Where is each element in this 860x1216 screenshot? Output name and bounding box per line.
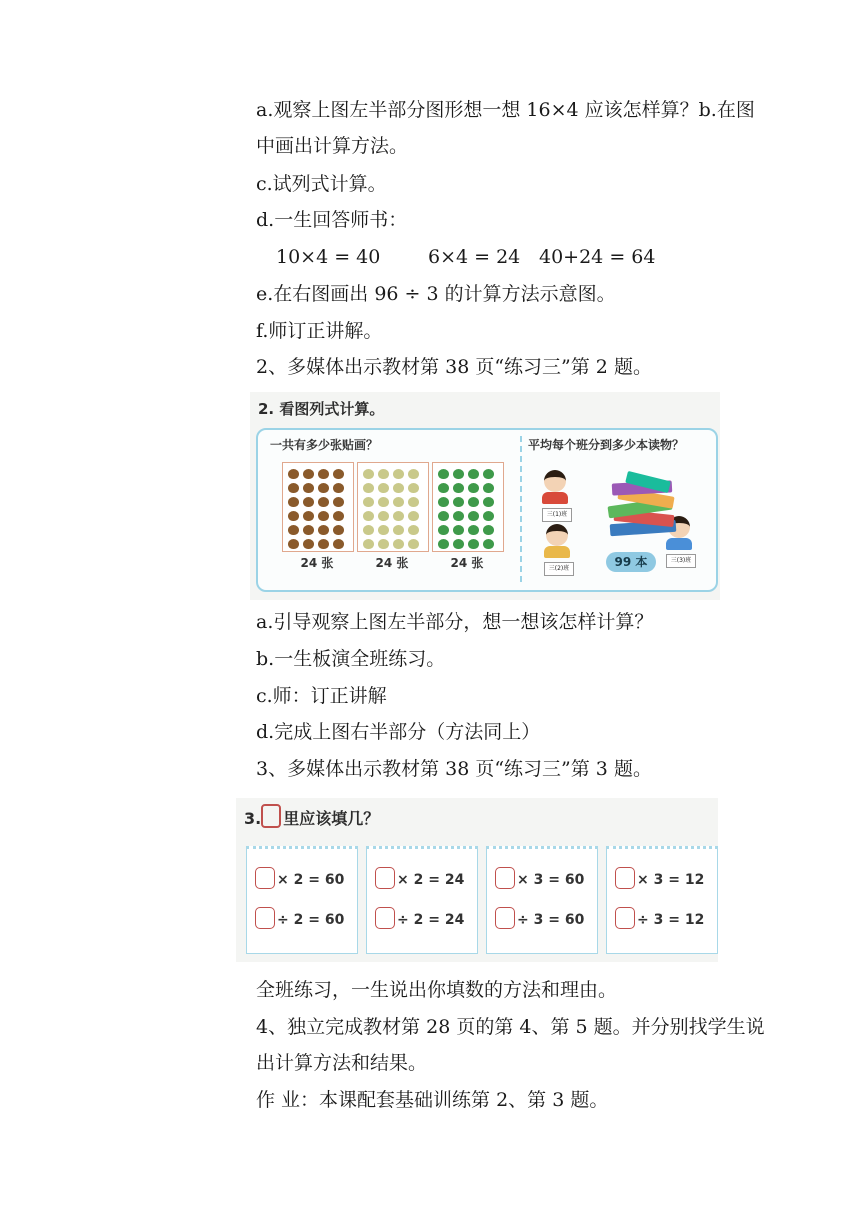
sticker-icon	[453, 511, 464, 521]
sticker-icon	[408, 483, 419, 493]
text-line: e.在右图画出 96 ÷ 3 的计算方法示意图。	[256, 283, 616, 305]
sticker-icon	[333, 469, 344, 479]
sticker-grid	[438, 469, 498, 552]
sticker-icon	[303, 497, 314, 507]
sticker-icon	[483, 469, 494, 479]
text-line: 中画出计算方法。	[256, 135, 409, 157]
equation-text: × 3 = 60	[517, 872, 585, 888]
sticker-icon	[408, 469, 419, 479]
sticker-icon	[453, 525, 464, 535]
equation-row	[495, 907, 584, 929]
sticker-box	[282, 462, 354, 552]
sticker-icon	[483, 525, 494, 535]
books-illustration	[520, 430, 716, 590]
equation-row	[615, 867, 704, 889]
sticker-icon	[303, 539, 314, 549]
exercise-2-figure	[250, 392, 720, 600]
sticker-icon	[333, 539, 344, 549]
answer-blank	[495, 907, 515, 929]
sticker-icon	[378, 483, 389, 493]
student-head	[546, 524, 568, 546]
class-sign: 三(2)班	[544, 562, 574, 576]
text-line: d.完成上图右半部分（方法同上）	[256, 721, 541, 743]
sticker-icon	[333, 497, 344, 507]
equation-card	[486, 846, 598, 954]
sticker-icon	[483, 483, 494, 493]
class-sign: 三(3)班	[666, 554, 696, 568]
answer-blank	[375, 867, 395, 889]
text-line: c.试列式计算。	[256, 173, 387, 195]
sticker-icon	[318, 497, 329, 507]
exercise-number: 3.	[244, 809, 262, 828]
equation-row	[255, 867, 344, 889]
sticker-icon	[453, 483, 464, 493]
sticker-icon	[288, 469, 299, 479]
figure-title: 2. 看图列式计算。	[258, 400, 385, 418]
sticker-icon	[318, 525, 329, 535]
sticker-grid	[288, 469, 348, 552]
sticker-icon	[363, 511, 374, 521]
sticker-icon	[393, 539, 404, 549]
sticker-icon	[333, 525, 344, 535]
book-stack	[606, 476, 684, 536]
equation-card	[606, 846, 718, 954]
sticker-icon	[303, 525, 314, 535]
right-question: 平均每个班分到多少本读物？	[528, 438, 685, 452]
answer-blank	[255, 867, 275, 889]
left-question: 一共有多少张贴画？	[270, 438, 379, 452]
answer-blank	[375, 907, 395, 929]
sticker-icon	[408, 511, 419, 521]
text-line: 出计算方法和结果。	[256, 1052, 428, 1074]
sticker-icon	[363, 469, 374, 479]
sticker-icon	[288, 525, 299, 535]
equation: 10×4 = 40	[276, 246, 381, 268]
sticker-box	[357, 462, 429, 552]
sticker-icon	[468, 539, 479, 549]
equation-row	[255, 907, 344, 929]
sticker-icon	[288, 483, 299, 493]
sticker-icon	[483, 539, 494, 549]
sticker-box	[432, 462, 504, 552]
sticker-count: 24 张	[375, 556, 409, 570]
sticker-icon	[288, 497, 299, 507]
student-body	[544, 546, 570, 558]
equation-row	[615, 907, 704, 929]
sticker-icon	[438, 469, 449, 479]
equation-card	[366, 846, 478, 954]
equation-row	[495, 867, 584, 889]
sticker-icon	[288, 511, 299, 521]
equation-text: × 2 = 60	[277, 872, 345, 888]
sticker-count: 24 张	[300, 556, 334, 570]
equation-card	[246, 846, 358, 954]
class-sign: 三(1)班	[542, 508, 572, 522]
equation-text: ÷ 2 = 60	[277, 912, 345, 928]
equation: 6×4 = 24	[428, 246, 521, 268]
sticker-icon	[468, 483, 479, 493]
sticker-icon	[438, 539, 449, 549]
figure-panel	[256, 428, 718, 592]
sticker-icon	[318, 483, 329, 493]
answer-blank	[615, 867, 635, 889]
sticker-icon	[468, 497, 479, 507]
sticker-icon	[393, 497, 404, 507]
student-figure	[546, 524, 570, 558]
answer-blank	[495, 867, 515, 889]
equation-text: ÷ 2 = 24	[397, 912, 465, 928]
text-line: a.引导观察上图左半部分，想一想该怎样计算？	[256, 611, 654, 633]
sticker-grid	[363, 469, 423, 552]
text-line: f.师订正讲解。	[256, 320, 383, 342]
sticker-icon	[333, 511, 344, 521]
sticker-icon	[453, 539, 464, 549]
sticker-icon	[378, 511, 389, 521]
sticker-icon	[468, 525, 479, 535]
sticker-icon	[408, 539, 419, 549]
student-body	[666, 538, 692, 550]
text-line: 2、多媒体出示教材第 38 页“练习三”第 2 题。	[256, 356, 652, 378]
sticker-icon	[483, 511, 494, 521]
answer-blank	[615, 907, 635, 929]
sticker-icon	[483, 497, 494, 507]
text-line: 4、独立完成教材第 28 页的第 4、第 5 题。并分别找学生说	[256, 1016, 765, 1038]
sticker-icon	[393, 483, 404, 493]
exercise-3-figure	[236, 798, 718, 962]
sticker-icon	[468, 469, 479, 479]
sticker-icon	[438, 497, 449, 507]
sticker-icon	[468, 511, 479, 521]
sticker-icon	[438, 525, 449, 535]
text-line: b.一生板演全班练习。	[256, 648, 446, 670]
sticker-icon	[363, 539, 374, 549]
text-line: 全班练习，一生说出你填数的方法和理由。	[256, 979, 618, 1001]
equation-text: ÷ 3 = 60	[517, 912, 585, 928]
student-figure	[544, 470, 568, 504]
equation-row	[375, 867, 464, 889]
sticker-icon	[318, 539, 329, 549]
sticker-icon	[318, 511, 329, 521]
text-line: c.师：订正讲解	[256, 685, 387, 707]
sticker-icon	[438, 483, 449, 493]
equation: 40+24 = 64	[539, 246, 656, 268]
sticker-icon	[363, 483, 374, 493]
sticker-icon	[453, 469, 464, 479]
blank-box-icon	[261, 804, 281, 828]
equation-text: × 2 = 24	[397, 872, 465, 888]
sticker-count: 24 张	[450, 556, 484, 570]
sticker-icon	[303, 483, 314, 493]
student-body	[542, 492, 568, 504]
book-count-badge: 99 本	[606, 552, 656, 572]
sticker-icon	[378, 469, 389, 479]
sticker-icon	[363, 525, 374, 535]
answer-blank	[255, 907, 275, 929]
sticker-icon	[303, 511, 314, 521]
text-line: a.观察上图左半部分图形想一想 16×4 应该怎样算？b.在图	[256, 99, 755, 121]
text-line: d.一生回答师书：	[256, 209, 408, 231]
sticker-icon	[378, 539, 389, 549]
text-line: 3、多媒体出示教材第 38 页“练习三”第 3 题。	[256, 758, 652, 780]
student-head	[544, 470, 566, 492]
sticker-icon	[333, 483, 344, 493]
sticker-icon	[438, 511, 449, 521]
sticker-icon	[408, 497, 419, 507]
equation-row	[375, 907, 464, 929]
text-line: 作 业：本课配套基础训练第 2、第 3 题。	[256, 1089, 609, 1111]
sticker-icon	[318, 469, 329, 479]
equation-text: × 3 = 12	[637, 872, 705, 888]
equation-text: ÷ 3 = 12	[637, 912, 705, 928]
figure-title	[244, 804, 379, 829]
sticker-icon	[393, 469, 404, 479]
sticker-icon	[453, 497, 464, 507]
sticker-icon	[393, 511, 404, 521]
sticker-icon	[303, 469, 314, 479]
sticker-icon	[288, 539, 299, 549]
sticker-icon	[363, 497, 374, 507]
sticker-icon	[393, 525, 404, 535]
figure-title-text: 里应该填几？	[283, 809, 380, 828]
sticker-icon	[408, 525, 419, 535]
sticker-icon	[378, 525, 389, 535]
sticker-icon	[378, 497, 389, 507]
